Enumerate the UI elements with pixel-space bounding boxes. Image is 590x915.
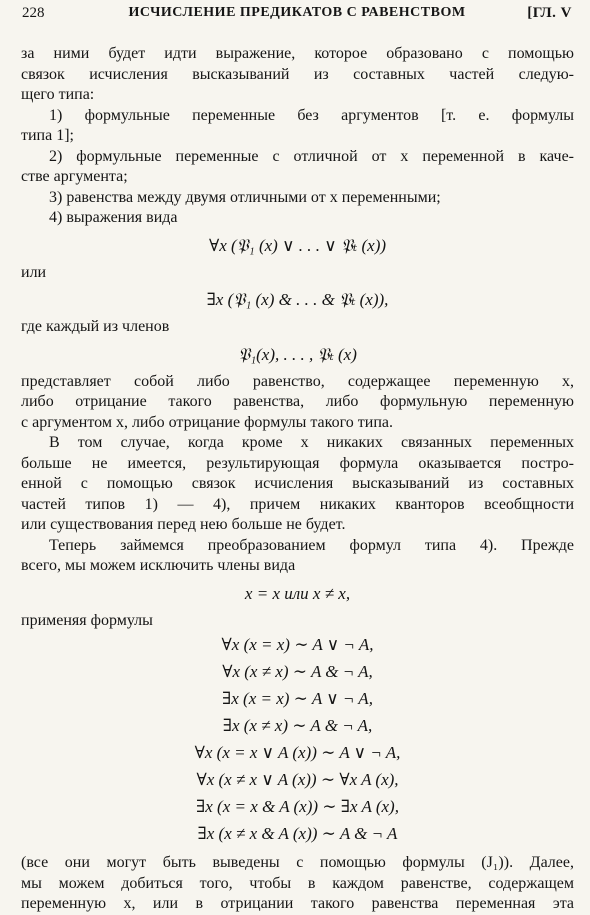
page-header — [22, 5, 572, 25]
page-number: 228 — [22, 5, 45, 21]
list-item-4: 4) выражения вида — [49, 209, 178, 226]
text-line: с аргументом x, либо отрицание формулы такого типа. — [21, 413, 393, 431]
text-line: где каждый из членов — [21, 318, 170, 335]
text-line: или — [21, 263, 47, 281]
text-line: стве аргумента; — [21, 168, 128, 185]
paragraph-start: В том случае, когда кроме x никаких связанных переменных — [49, 434, 574, 451]
text-line: щего типа: — [21, 86, 95, 103]
formula-line: ∃x (x = x) ∼ A ∨ ¬ A, — [222, 689, 373, 708]
text-line: связок исчисления высказываний из составных частей следую- — [21, 65, 574, 83]
text-line: типа 1]; — [21, 127, 74, 144]
text-line: или существования перед нею больше не будет. — [21, 516, 346, 533]
text-line: представляет собой либо равенство, содержащее переменную x, — [21, 372, 574, 390]
text-line: всего, мы можем исключить члены вида — [21, 557, 296, 574]
text-line: мы можем добиться того, чтобы в каждом равенстве, содержащем — [21, 874, 574, 892]
formula-line: ∀x (x ≠ x) ∼ A & ¬ A, — [222, 662, 373, 681]
text-line: больше не имеется, результирующая формула оказывается постро- — [21, 454, 574, 472]
formula-exists: ∃x (𝔓₁ (x) & . . . & 𝔓ₜ (x)), — [206, 290, 389, 309]
formula-line: ∃x (x = x & A (x)) ∼ ∃x A (x), — [196, 797, 399, 816]
text-line: частей типов 1) — 4), причем никаких кванторов всеобщности — [21, 495, 574, 513]
formula-line: ∀x (x = x ∨ A (x)) ∼ A ∨ ¬ A, — [194, 743, 401, 762]
formula-members: 𝔓₁(x), . . . , 𝔓ₜ (x) — [238, 344, 357, 364]
formula-line: ∃x (x ≠ x & A (x)) ∼ A & ¬ A — [197, 824, 398, 843]
running-title: ИСЧИСЛЕНИЕ ПРЕДИКАТОВ С РАВЕНСТВОМ — [128, 5, 466, 20]
text-line: за ними будет идти выражение, которое образовано с помощью — [21, 45, 574, 62]
text-line: (все они могут быть выведены с помощью формулы (J₁)). Далее, — [21, 854, 574, 871]
formula-line: ∀x (x = x) ∼ A ∨ ¬ A, — [221, 635, 374, 654]
page-body — [21, 44, 574, 915]
list-item-2: 2) формульные переменные с отличной от x переменной в каче- — [49, 147, 574, 165]
text-line: применяя формулы — [21, 611, 153, 629]
formula-forall: ∀x (𝔓₁ (x) ∨ . . . ∨ 𝔓ₜ (x)) — [208, 235, 387, 255]
list-item-1: 1) формульные переменные без аргументов [т. е. формулы — [49, 106, 574, 124]
text-line: енной с помощью связок исчисления высказываний из составных — [21, 475, 574, 492]
paragraph-start: Теперь займемся преобразованием формул типа 4). Прежде — [49, 536, 574, 554]
formula-line: ∀x (x ≠ x ∨ A (x)) ∼ ∀x A (x), — [196, 770, 399, 789]
text-line: либо отрицание такого равенства, либо формульную переменную — [21, 393, 574, 410]
chapter-label: [ГЛ. V — [527, 5, 572, 21]
formula-terms: x = x или x ≠ x, — [244, 583, 351, 603]
formula-line: ∃x (x ≠ x) ∼ A & ¬ A, — [222, 716, 373, 735]
text-line: переменную x, или в отрицании такого равенства переменная эта — [21, 895, 574, 912]
list-item-3: 3) равенства между двумя отличными от x переменными; — [49, 188, 441, 206]
